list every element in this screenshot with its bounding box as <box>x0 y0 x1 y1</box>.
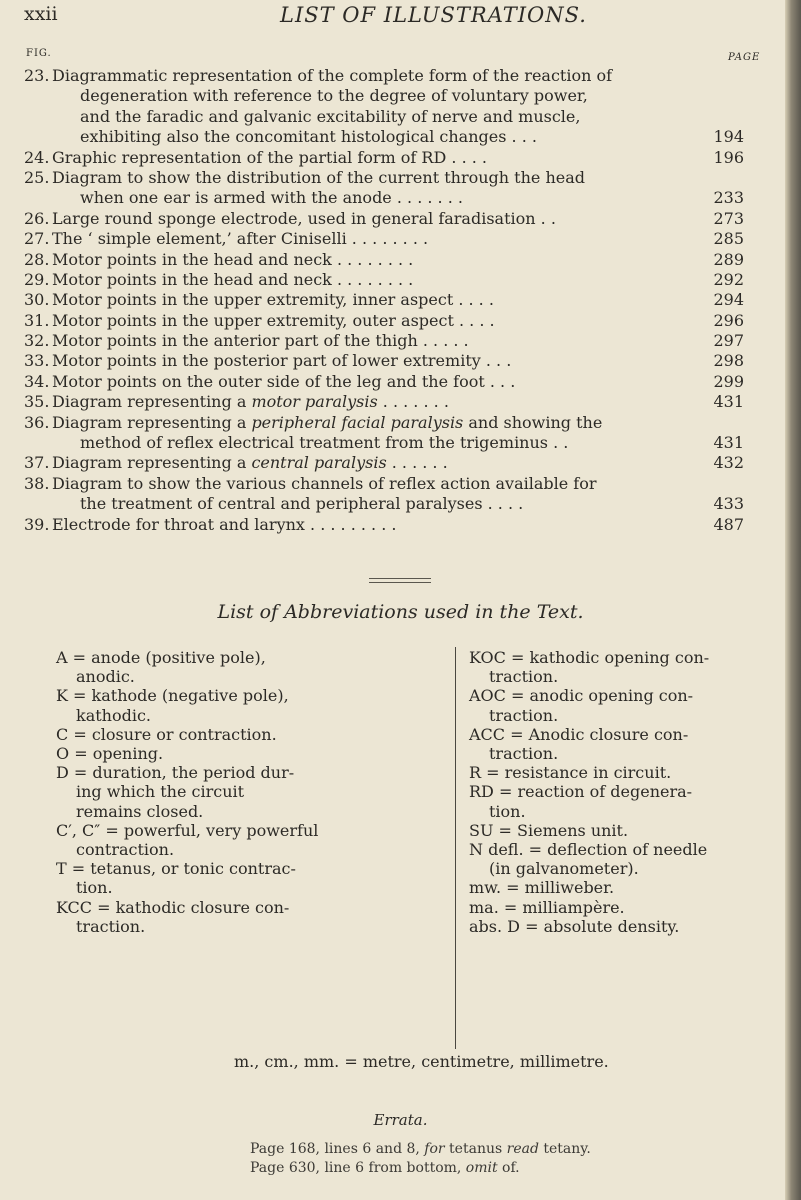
figure-number: 26. <box>24 208 50 228</box>
figure-entry-line <box>24 107 744 127</box>
abbreviation-line: mw. = milliweber. <box>469 878 615 898</box>
figure-caption: Large round sponge electrode, used in general faradisation . . <box>52 208 556 228</box>
abbreviation-item <box>469 917 709 936</box>
abbreviation-item <box>56 744 318 763</box>
errata-for: for <box>424 1141 445 1157</box>
figure-entry-line <box>24 474 744 494</box>
caption-italic: central paralysis <box>251 453 387 473</box>
figure-entry-line <box>24 372 744 392</box>
abbreviation-line: abs. D = absolute density. <box>469 916 680 936</box>
abbreviation-item <box>469 821 709 840</box>
fig-column-label: FIG. <box>26 48 52 59</box>
figure-number: 34. <box>24 371 50 391</box>
abbreviation-line: N defl. = deflection of needle <box>469 840 708 860</box>
abbreviation-line: AOC = anodic opening con- <box>469 686 694 706</box>
figure-number: 35. <box>24 392 50 412</box>
caption-italic: peripheral facial paralysis <box>251 412 464 432</box>
figure-entry-line <box>24 311 744 331</box>
figure-entry-line <box>24 66 744 86</box>
abbreviation-item <box>469 725 709 763</box>
column-divider <box>455 647 456 1049</box>
figure-page-number: 294 <box>713 290 744 310</box>
page-number: xxii <box>24 3 58 25</box>
errata-text: tetanus <box>444 1141 507 1157</box>
abbreviation-item <box>469 686 709 724</box>
abbreviation-item <box>469 648 709 686</box>
figure-entry-line <box>24 127 744 147</box>
figure-number: 23. <box>24 66 50 85</box>
figure-number: 25. <box>24 167 50 187</box>
figure-page-number: 289 <box>713 249 744 269</box>
figure-entry-line <box>24 270 744 290</box>
abbreviation-line: SU = Siemens unit. <box>469 820 629 840</box>
abbreviation-item <box>56 763 318 821</box>
abbreviations-title: List of Abbreviations used in the Text. <box>217 601 584 623</box>
figure-entry-line <box>24 331 744 351</box>
figure-page-number: 285 <box>713 229 744 249</box>
figure-entry <box>24 209 744 229</box>
errata-text: of. <box>497 1160 520 1176</box>
figure-entry <box>24 148 744 168</box>
errata-text: tetany. <box>538 1141 591 1157</box>
figure-entry-line <box>24 209 744 229</box>
abbreviation-line: R = resistance in circuit. <box>469 763 672 783</box>
abbreviation-line: C′, C″ = powerful, very powerful <box>56 820 319 840</box>
abbreviation-line: tion. <box>489 801 526 821</box>
figure-number: 39. <box>24 514 50 534</box>
figure-page-number: 431 <box>713 392 744 412</box>
caption-italic: motor paralysis <box>251 392 378 412</box>
abbreviation-line: A = anode (positive pole), <box>56 648 266 667</box>
figure-page-number: 299 <box>713 371 744 391</box>
figure-caption: degeneration with reference to the degree of voluntary power, <box>80 86 588 106</box>
abbreviation-line: ing which the circuit <box>76 782 245 802</box>
figure-caption: Motor points in the head and neck . . . . . . . . <box>52 269 414 289</box>
figure-page-number: 432 <box>713 453 744 473</box>
illustrations-list <box>24 66 744 535</box>
figure-page-number: 273 <box>713 208 744 228</box>
page-edge-shadow <box>785 0 801 1200</box>
figure-caption: The ‘ simple element,’ after Ciniselli . . . . . . . . <box>52 229 429 249</box>
figure-entry-line <box>24 392 744 412</box>
figure-caption: Motor points in the head and neck . . . . . . . . <box>52 249 414 269</box>
figure-caption: method of reflex electrical treatment from the trigeminus . . <box>80 433 569 453</box>
abbreviation-item <box>56 686 318 724</box>
figure-caption: Motor points in the posterior part of lower extremity . . . <box>52 351 512 371</box>
figure-entry <box>24 351 744 371</box>
abbreviation-line: RD = reaction of degenera- <box>469 782 693 802</box>
figure-number: 29. <box>24 269 50 289</box>
abbreviation-line: traction. <box>489 705 559 725</box>
figure-page-number: 297 <box>713 331 744 351</box>
figure-number: 31. <box>24 310 50 330</box>
errata-read: read <box>506 1141 539 1157</box>
figure-caption: Motor points in the upper extremity, inner aspect . . . . <box>52 290 494 310</box>
figure-entry <box>24 413 744 454</box>
divider-rule-bottom <box>369 582 431 583</box>
abbreviation-item <box>56 821 318 859</box>
abbreviation-line: anodic. <box>76 667 135 687</box>
abbreviation-line: remains closed. <box>76 801 204 821</box>
abbreviation-item <box>469 878 709 897</box>
abbreviation-line: T = tetanus, or tonic contrac- <box>56 859 296 879</box>
figure-entry-line <box>24 290 744 310</box>
abbreviation-item <box>56 648 318 686</box>
figure-caption: Electrode for throat and larynx . . . . . . . . . <box>52 514 397 534</box>
errata-text: Page 168, lines 6 and 8, <box>250 1141 425 1157</box>
figure-caption: when one ear is armed with the anode . . . . . . . <box>80 188 463 208</box>
figure-entry-line <box>24 86 744 106</box>
figure-entry <box>24 392 744 412</box>
figure-number: 32. <box>24 331 50 351</box>
figure-caption: Motor points in the anterior part of the thigh . . . . . <box>52 331 469 351</box>
figure-page-number: 298 <box>713 351 744 371</box>
abbreviation-item <box>56 898 318 936</box>
figure-number: 28. <box>24 249 50 269</box>
abbreviation-line: O = opening. <box>56 744 164 764</box>
figure-caption: Diagram representing a central paralysis . . . . . . <box>52 453 448 473</box>
figure-number: 24. <box>24 147 50 167</box>
figure-entry-line <box>24 413 744 433</box>
figure-page-number: 233 <box>713 188 744 208</box>
figure-entry <box>24 331 744 351</box>
figure-caption: exhibiting also the concomitant histological changes . . . <box>80 127 537 147</box>
figure-number: 37. <box>24 453 50 473</box>
errata-line-1 <box>250 1141 591 1157</box>
errata-title: Errata. <box>373 1111 428 1129</box>
figure-caption: Diagram to show the distribution of the current through the head <box>52 167 585 187</box>
figure-page-number: 433 <box>713 494 744 514</box>
figure-entry-line <box>24 188 744 208</box>
figure-entry <box>24 453 744 473</box>
abbreviation-line: traction. <box>76 916 146 936</box>
figure-entry-line <box>24 229 744 249</box>
figure-page-number: 194 <box>713 127 744 147</box>
abbreviations-left-column <box>56 648 318 936</box>
figure-caption: the treatment of central and peripheral paralyses . . . . <box>80 494 524 514</box>
abbreviation-line: ACC = Anodic closure con- <box>469 724 689 744</box>
abbreviation-line: D = duration, the period dur- <box>56 763 295 783</box>
figure-entry-line <box>24 351 744 371</box>
figure-entry <box>24 515 744 535</box>
units-line: m., cm., mm. = metre, centimetre, millimetre. <box>234 1052 609 1071</box>
figure-entry <box>24 250 744 270</box>
abbreviation-line: KOC = kathodic opening con- <box>469 648 710 667</box>
figure-caption: Motor points on the outer side of the leg and the foot . . . <box>52 371 516 391</box>
abbreviation-line: C = closure or contraction. <box>56 724 277 744</box>
errata-text: Page 630, line 6 from bottom, <box>250 1160 466 1176</box>
abbreviation-item <box>469 840 709 878</box>
figure-entry-line <box>24 515 744 535</box>
figure-caption: Diagram representing a peripheral facial paralysis and showing the <box>52 412 603 432</box>
abbreviation-item <box>56 859 318 897</box>
figure-caption: Diagrammatic representation of the complete form of the reaction of <box>52 66 613 85</box>
abbreviation-line: contraction. <box>76 840 175 860</box>
figure-entry <box>24 372 744 392</box>
figure-caption: Diagram to show the various channels of reflex action available for <box>52 473 597 493</box>
figure-number: 38. <box>24 473 50 493</box>
abbreviation-line: traction. <box>489 667 559 687</box>
figure-number: 30. <box>24 290 50 310</box>
figure-entry-line <box>24 148 744 168</box>
abbreviation-line: tion. <box>76 878 113 898</box>
figure-entry-line <box>24 168 744 188</box>
figure-page-number: 196 <box>713 147 744 167</box>
figure-entry <box>24 270 744 290</box>
page-title: LIST OF ILLUSTRATIONS. <box>280 3 587 27</box>
abbreviation-line: traction. <box>489 744 559 764</box>
figure-page-number: 487 <box>713 514 744 534</box>
figure-page-number: 431 <box>713 433 744 453</box>
figure-caption: and the faradic and galvanic excitability of nerve and muscle, <box>80 106 581 126</box>
figure-caption: Graphic representation of the partial form of RD . . . . <box>52 147 487 167</box>
abbreviations-right-column <box>469 648 709 936</box>
figure-entry <box>24 229 744 249</box>
figure-entry-line <box>24 433 744 453</box>
figure-number: 36. <box>24 412 50 432</box>
abbreviation-line: kathodic. <box>76 705 152 725</box>
figure-entry <box>24 66 744 148</box>
abbreviation-item <box>56 725 318 744</box>
figure-caption: Diagram representing a motor paralysis . . . . . . . <box>52 392 449 412</box>
abbreviation-line: KCC = kathodic closure con- <box>56 897 290 917</box>
figure-entry-line <box>24 250 744 270</box>
figure-page-number: 292 <box>713 269 744 289</box>
divider-rule-top <box>369 578 431 579</box>
figure-entry <box>24 290 744 310</box>
page-column-label: PAGE <box>728 52 761 63</box>
abbreviation-line: K = kathode (negative pole), <box>56 686 289 706</box>
figure-number: 33. <box>24 351 50 371</box>
figure-entry <box>24 168 744 209</box>
figure-entry-line <box>24 453 744 473</box>
abbreviation-item <box>469 782 709 820</box>
figure-number: 27. <box>24 229 50 249</box>
abbreviation-item <box>469 898 709 917</box>
figure-entry <box>24 311 744 331</box>
errata-line-2 <box>250 1160 520 1176</box>
figure-entry-line <box>24 494 744 514</box>
abbreviation-line: (in galvanometer). <box>489 859 639 879</box>
abbreviation-item <box>469 763 709 782</box>
figure-caption: Motor points in the upper extremity, outer aspect . . . . <box>52 310 495 330</box>
errata-omit: omit <box>465 1160 498 1176</box>
abbreviation-line: ma. = milliampère. <box>469 897 625 917</box>
figure-entry <box>24 474 744 515</box>
figure-page-number: 296 <box>713 310 744 330</box>
